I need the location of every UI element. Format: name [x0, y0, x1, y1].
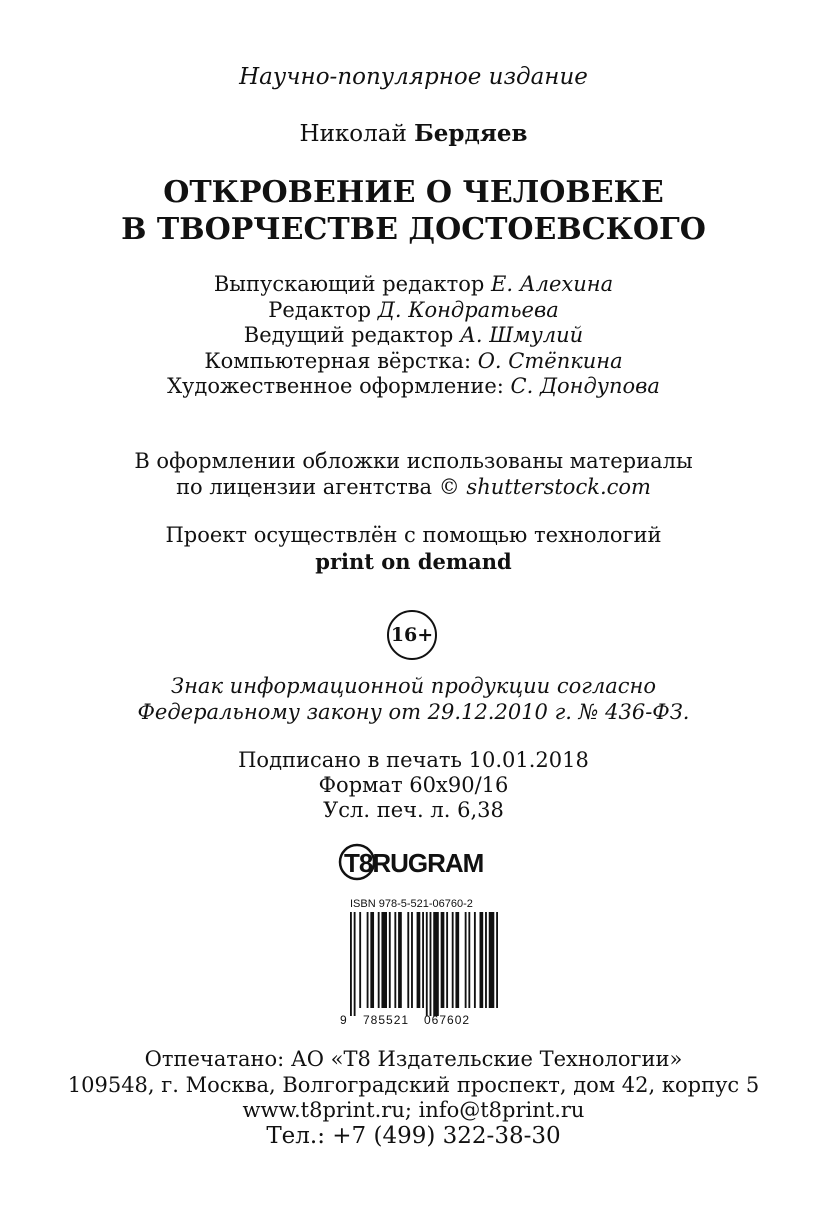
cover-license-note — [0, 449, 827, 500]
barcode-bar — [411, 912, 413, 1008]
barcode-bar — [430, 912, 432, 1016]
barcode-bar — [367, 912, 369, 1008]
cover-note-line-2 — [0, 475, 827, 501]
barcode-bar — [394, 912, 396, 1008]
barcode-digit-first: 9 — [340, 1013, 347, 1027]
credit-role: Компьютерная вёрстка: — [204, 348, 472, 373]
barcode-bar — [426, 912, 428, 1016]
age-note-line-2: Федеральному закону от 29.12.2010 г. № 436-ФЗ. — [137, 699, 690, 724]
pod-line-2: print on demand — [315, 548, 512, 574]
barcode-bar — [422, 912, 424, 1008]
barcode-group-right: 067602 — [424, 1013, 471, 1027]
barcode-bar — [441, 912, 445, 1008]
author-first-name: Николай — [299, 121, 407, 147]
barcode-bar — [468, 912, 470, 1008]
credit-name: Е. Алехина — [491, 272, 614, 296]
credit-role: Выпускающий редактор — [213, 272, 485, 296]
barcode-bar — [359, 912, 361, 1008]
print-info — [0, 748, 827, 823]
cover-note-line-1: В оформлении обложки использованы материалы — [134, 449, 693, 473]
printer-address: 109548, г. Москва, Волгоградский проспект, дом 42, корпус 5 — [67, 1072, 760, 1097]
barcode-bar — [480, 912, 484, 1008]
barcode-bar — [496, 912, 498, 1008]
barcode-bars — [340, 912, 500, 1028]
barcode-bar — [350, 912, 352, 1016]
barcode-bar — [417, 912, 421, 1008]
barcode-bar — [407, 912, 409, 1008]
t8-rugram-logo — [338, 842, 490, 882]
barcode-bar — [485, 912, 487, 1008]
barcode-bar — [370, 912, 374, 1008]
isbn-label: ISBN 978-5-521-06760-2 — [350, 898, 473, 910]
credit-name: Д. Кондратьева — [377, 297, 559, 322]
credit-name: О. Стёпкина — [477, 348, 623, 373]
barcode-bar — [433, 912, 439, 1016]
isbn-barcode — [340, 898, 500, 1028]
barcode-bar — [381, 912, 387, 1008]
barcode-bar — [489, 912, 495, 1008]
credit-line — [0, 323, 827, 349]
credit-role: Художественное оформление: — [167, 374, 504, 398]
credit-line — [0, 374, 827, 400]
printer-info — [0, 1047, 827, 1149]
pod-line-1: Проект осуществлён с помощью технологий — [165, 523, 662, 547]
cover-note-prefix: по лицензии агентства © — [176, 474, 460, 499]
credit-name: А. Шмулий — [459, 323, 584, 347]
title-line-1: ОТКРОВЕНИЕ О ЧЕЛОВЕКЕ — [163, 175, 664, 210]
signed-to-print: Подписано в печать 10.01.2018 — [238, 748, 589, 772]
credit-line — [0, 272, 827, 298]
printed-sheets: Усл. печ. л. 6,38 — [323, 798, 504, 822]
credit-line — [0, 349, 827, 375]
barcode-bar — [474, 912, 476, 1008]
credit-name: С. Дондупова — [510, 374, 660, 398]
credit-line — [0, 298, 827, 324]
printer-phone: Тел.: +7 (499) 322-38-30 — [266, 1122, 561, 1149]
credit-role: Ведущий редактор — [243, 323, 454, 347]
age-rating-note — [0, 674, 827, 725]
title-line-2: В ТВОРЧЕСТВЕ ДОСТОЕВСКОГО — [121, 212, 706, 247]
author-name — [0, 120, 827, 147]
book-title — [0, 174, 827, 248]
barcode-bar — [455, 912, 459, 1008]
printer-contacts: www.t8print.ru; info@t8print.ru — [242, 1098, 585, 1122]
barcode-bar — [398, 912, 402, 1008]
credits-block — [0, 272, 827, 400]
genre-label: Научно-популярное издание — [239, 64, 588, 90]
format: Формат 60x90/16 — [318, 773, 509, 797]
cover-note-source: shutterstock.com — [466, 474, 651, 499]
barcode-bar — [446, 912, 448, 1008]
barcode-bar — [378, 912, 380, 1008]
credit-role: Редактор — [268, 297, 372, 322]
printer-name: Отпечатано: АО «Т8 Издательские Технологии» — [144, 1047, 683, 1071]
age-rating-badge: 16+ — [387, 610, 437, 660]
barcode-bar — [452, 912, 454, 1008]
print-on-demand-note — [0, 523, 827, 574]
barcode-bar — [389, 912, 391, 1008]
barcode-bar — [465, 912, 467, 1008]
barcode-group-left: 785521 — [363, 1013, 410, 1027]
author-last-name: Бердяев — [414, 120, 528, 147]
barcode-bar — [354, 912, 356, 1016]
age-note-line-1: Знак информационной продукции согласно — [171, 674, 656, 698]
logo-text: T8RUGRAM — [344, 848, 484, 878]
